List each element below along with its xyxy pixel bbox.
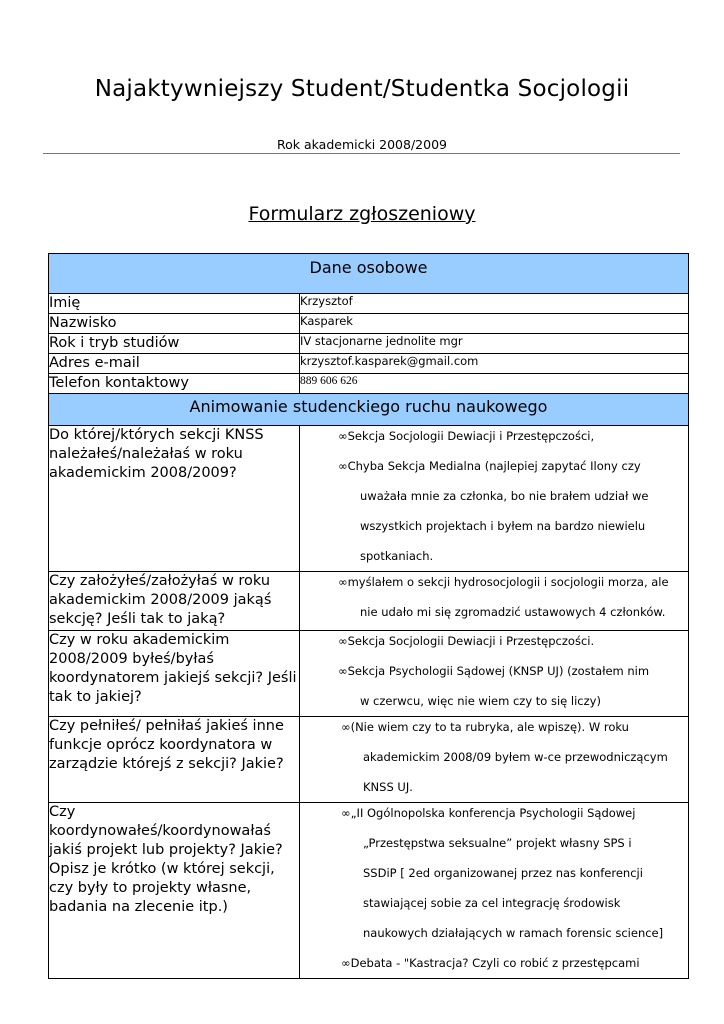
field-value-last-name: Kasparek [300,314,689,334]
answer-line: Chyba Sekcja Medialna (najlepiej zapytać Ilony czy [347,459,641,473]
answer-line: Sekcja Psychologii Sądowej (KNSP UJ) (zostałem nim [347,664,650,678]
field-value-first-name: Krzysztof [300,294,689,314]
field-label: Telefon kontaktowy [49,374,300,394]
question-coordinator: Czy w roku akademickim 2008/2009 byłeś/byłaś koordynatorem jakiejś sekcji? Jeśli tak to jakiej? [49,631,300,717]
section-title: Animowanie studenckiego ruchu naukowego [189,397,548,416]
answer-line: Sekcja Socjologii Dewiacji i Przestępczości, [347,429,595,443]
answer-line: „II Ogólnopolska konferencja Psychologii Sądowej [350,806,636,820]
answer-coordinator [300,631,689,717]
application-form-table [48,253,689,979]
answer-line: Sekcja Socjologii Dewiacji i Przestępczości. [347,634,595,648]
field-label: Adres e-mail [49,354,300,374]
answer-founded-section [300,572,689,631]
academic-year: Rok akademicki 2008/2009 [277,137,447,152]
infinity-bullet-icon: ∞ [341,720,351,734]
field-value-email: krzysztof.kasparek@gmail.com [300,354,689,374]
answer-line: nie udało mi się zgromadzić ustawowych 4 członków. [360,605,666,619]
question-other-functions: Czy pełniłeś/ pełniłaś jakieś inne funkcje oprócz koordynatora w zarządzie którejś z sekcji? Jakie? [49,717,300,803]
answer-sections [300,426,689,572]
answer-line: w czerwcu, więc nie wiem czy to się liczy) [360,694,601,708]
section-header-activity [49,394,689,426]
answer-line: uważała mnie za członka, bo nie brałem udział we [360,489,649,503]
infinity-bullet-icon: ∞ [338,664,348,678]
answer-line: KNSS UJ. [363,780,413,794]
field-label: Nazwisko [49,314,300,334]
infinity-bullet-icon: ∞ [338,575,348,589]
divider [43,153,680,154]
answer-line: Debata - "Kastracja? Czyli co robić z przestępcami [350,956,640,970]
answer-line: stawiającej sobie za cel integrację środowisk [363,896,621,910]
field-value-phone: 889 606 626 [300,374,689,394]
section-title: Dane osobowe [309,258,428,277]
section-header-personal [49,254,689,294]
question-founded-section: Czy założyłeś/założyłaś w roku akademickim 2008/2009 jakąś sekcję? Jeśli tak to jaką? [49,572,300,631]
form-title: Formularz zgłoszeniowy [248,203,476,225]
answer-container [300,426,688,571]
answer-line: „Przestępstwa seksualne” projekt własny SPS i [363,836,632,850]
field-value-study-year: IV stacjonarne jednolite mgr [300,334,689,354]
infinity-bullet-icon: ∞ [338,429,348,443]
page-title: Najaktywniejszy Student/Studentka Socjologii [94,76,630,102]
answer-line: akademickim 2008/09 byłem w-ce przewodniczącym [363,750,668,764]
infinity-bullet-icon: ∞ [338,634,348,648]
question-projects: Czy koordynowałeś/koordynowałaś jakiś projekt lub projekty? Jakie? Opisz je krótko (w której sekcji, czy były to projekty własne, badania na zlecenie itp.) [49,803,300,979]
answer-line: myślałem o sekcji hydrosocjologii i socjologii morza, ale [347,575,669,589]
infinity-bullet-icon: ∞ [338,459,348,473]
infinity-bullet-icon: ∞ [341,806,351,820]
answer-projects [300,803,689,979]
infinity-bullet-icon: ∞ [341,956,351,970]
answer-line: naukowych działających w ramach forensic science] [363,926,664,940]
answer-line: wszystkich projektach i byłem na bardzo niewielu [360,519,646,533]
field-label: Imię [49,294,300,314]
answer-line: spotkaniach. [360,549,434,563]
answer-line: SSDiP [ 2ed organizowanej przez nas konferencji [363,866,643,880]
answer-line: (Nie wiem czy to ta rubryka, ale wpiszę). W roku [350,720,629,734]
answer-other-functions [300,717,689,803]
field-label: Rok i tryb studiów [49,334,300,354]
question-sections: Do której/których sekcji KNSS należałeś/należałaś w roku akademickim 2008/2009? [49,426,300,572]
